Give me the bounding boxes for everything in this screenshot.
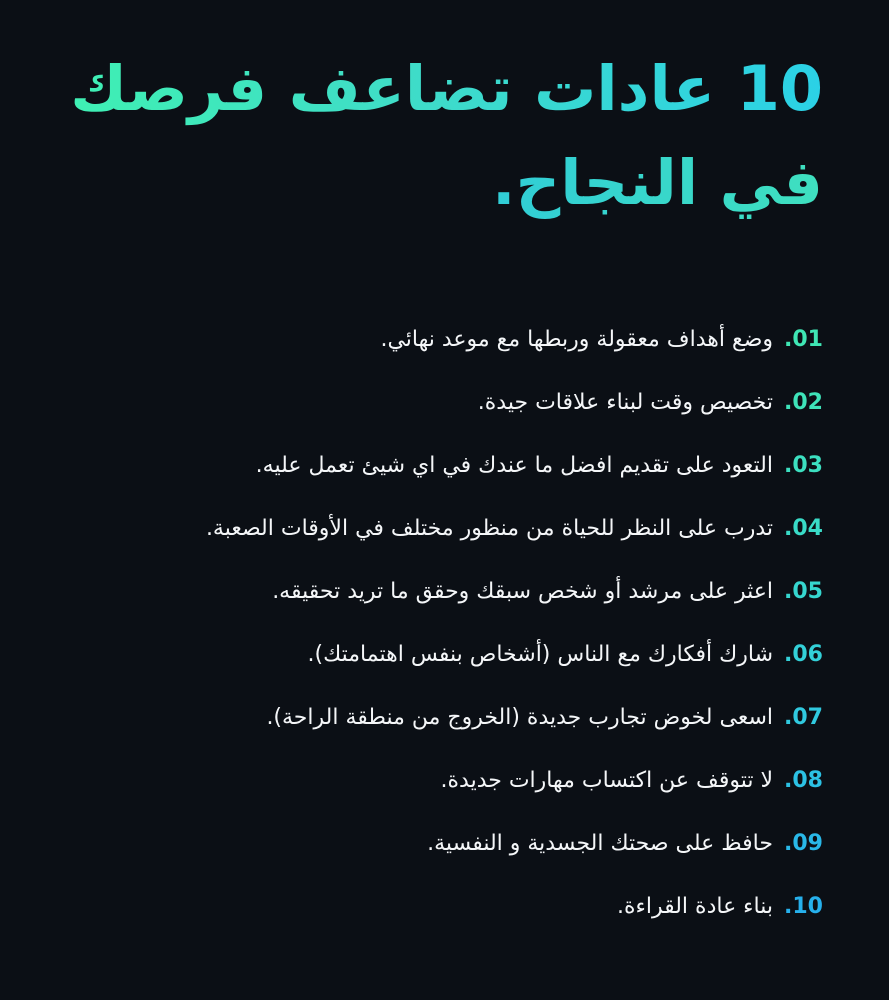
- item-text: اعثر على مرشد أو شخص سبقك وحقق ما تريد تحقيقه.: [272, 579, 773, 604]
- item-text: حافظ على صحتك الجسدية و النفسية.: [427, 831, 773, 856]
- habits-list: [66, 308, 823, 938]
- item-number: .06: [784, 642, 823, 667]
- item-number: .01: [784, 327, 823, 352]
- title-line-2: في النجاح.: [66, 136, 823, 230]
- list-item: [66, 749, 823, 812]
- item-text: تدرب على النظر للحياة من منظور مختلف في الأوقات الصعبة.: [205, 516, 773, 541]
- item-number: .09: [784, 831, 823, 856]
- item-number: .10: [784, 894, 823, 919]
- page-title: [66, 42, 823, 230]
- item-number: .05: [784, 579, 823, 604]
- item-text: تخصيص وقت لبناء علاقات جيدة.: [477, 390, 773, 415]
- list-item: [66, 371, 823, 434]
- list-item: [66, 875, 823, 938]
- list-item: [66, 497, 823, 560]
- item-text: اسعى لخوض تجارب جديدة (الخروج من منطقة الراحة).: [266, 705, 773, 730]
- item-number: .02: [784, 390, 823, 415]
- item-number: .07: [784, 705, 823, 730]
- item-text: التعود على تقديم افضل ما عندك في اي شيئ تعمل عليه.: [255, 453, 773, 478]
- list-item: [66, 812, 823, 875]
- item-text: شارك أفكارك مع الناس (أشخاص بنفس اهتمامتك).: [307, 642, 773, 667]
- item-text: لا تتوقف عن اكتساب مهارات جديدة.: [440, 768, 773, 793]
- item-number: .04: [784, 516, 823, 541]
- title-line-1: 10 عادات تضاعف فرصك: [66, 42, 823, 136]
- item-number: .03: [784, 453, 823, 478]
- item-text: وضع أهداف معقولة وربطها مع موعد نهائي.: [380, 327, 773, 352]
- list-item: [66, 686, 823, 749]
- list-item: [66, 560, 823, 623]
- list-item: [66, 308, 823, 371]
- list-item: [66, 623, 823, 686]
- list-item: [66, 434, 823, 497]
- item-number: .08: [784, 768, 823, 793]
- item-text: بناء عادة القراءة.: [616, 894, 773, 919]
